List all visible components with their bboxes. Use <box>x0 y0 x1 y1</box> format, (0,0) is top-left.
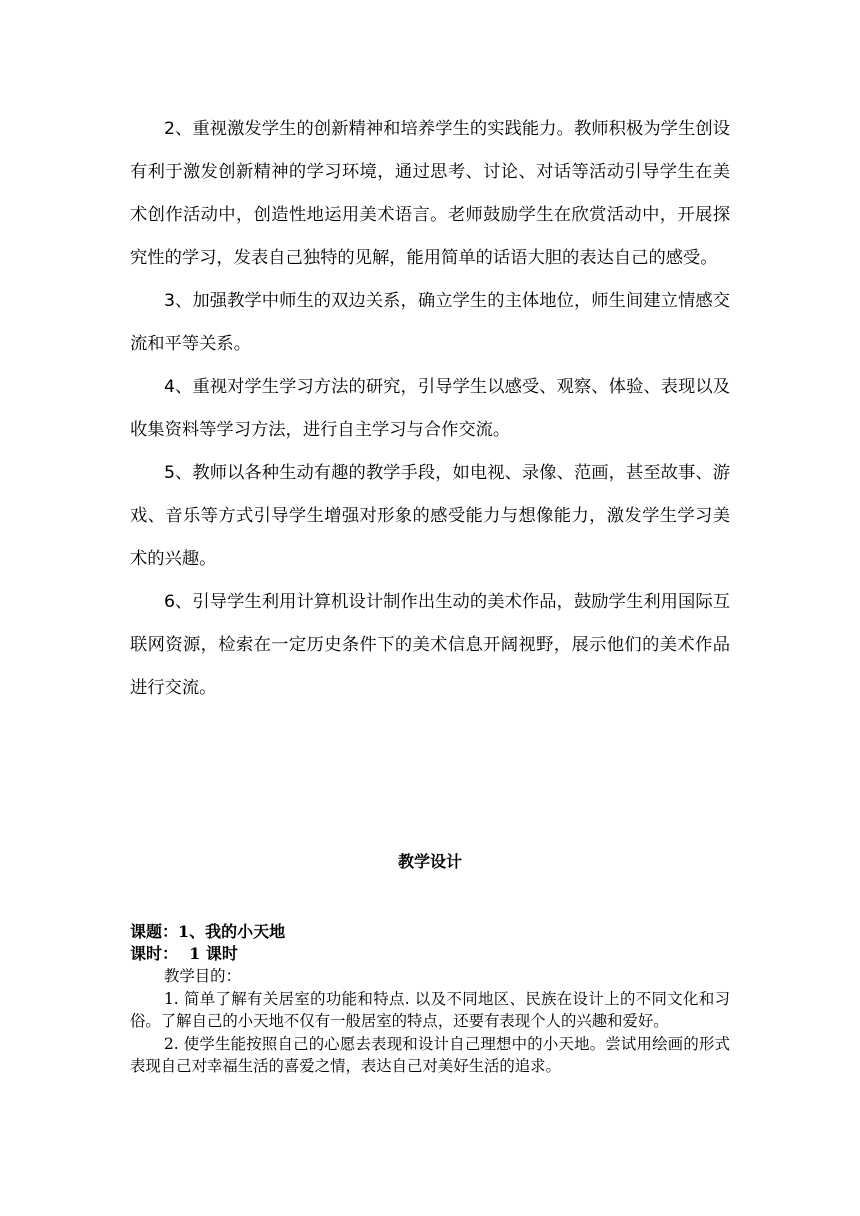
principle-item: 3、加强教学中师生的双边关系，确立学生的主体地位，师生间建立情感交流和平等关系。 <box>130 291 730 354</box>
lesson-hours <box>130 943 730 965</box>
principle-item: 4、重视对学生学习方法的研究，引导学生以感受、观察、体验、表现以及收集资料等学习方法，进行自主学习与合作交流。 <box>130 377 730 440</box>
teaching-principles <box>130 108 730 710</box>
lesson-topic <box>130 921 730 943</box>
objective-item: 2. 使学生能按照自己的心愿去表现和设计自己理想中的小天地。尝试用绘画的形式表现自己对幸福生活的喜爱之情，表达自己对美好生活的追求。 <box>130 1034 730 1075</box>
topic-value: 1、我的小天地 <box>178 922 286 941</box>
hours-value: 1 课时 <box>189 944 238 963</box>
principle-item: 2、重视激发学生的创新精神和培养学生的实践能力。教师积极为学生创设有利于激发创新精神的学习环境，通过思考、讨论、对话等活动引导学生在美术创作活动中，创造性地运用美术语言。老师鼓励学生在欣赏活动中，开展探究性的学习，发表自己独特的见解，能用简单的话语大胆的表达自己的感受。 <box>130 119 730 268</box>
objective-item: 1. 简单了解有关居室的功能和特点. 以及不同地区、民族在设计上的不同文化和习俗。了解自己的小天地不仅有一般居室的特点，还要有表现个人的兴趣和爱好。 <box>130 989 730 1030</box>
principle-item: 6、引导学生利用计算机设计制作出生动的美术作品，鼓励学生利用国际互联网资源，检索在一定历史条件下的美术信息开阔视野，展示他们的美术作品进行交流。 <box>130 592 730 698</box>
hours-label: 课时： <box>130 944 179 963</box>
principle-item: 5、教师以各种生动有趣的教学手段，如电视、录像、范画，甚至故事、游戏、音乐等方式引导学生增强对形象的感受能力与想像能力，激发学生学习美术的兴趣。 <box>130 463 730 569</box>
topic-label: 课题： <box>130 922 179 941</box>
section-title: 教学设计 <box>397 852 462 871</box>
objectives-heading: 教学目的： <box>164 967 241 985</box>
teaching-objectives <box>130 965 730 1078</box>
